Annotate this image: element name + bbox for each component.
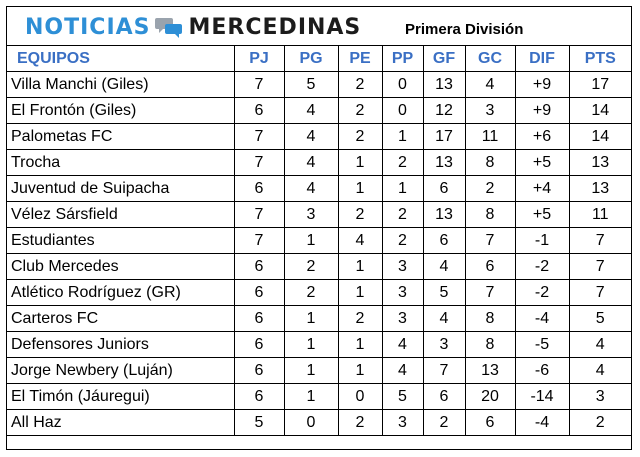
stat-cell-gf: 6 xyxy=(423,228,465,254)
stat-cell-pp: 2 xyxy=(382,228,423,254)
stat-cell-pe: 2 xyxy=(338,124,382,150)
stat-cell-pe: 2 xyxy=(338,98,382,124)
standings-header xyxy=(7,7,631,46)
table-row xyxy=(7,306,631,332)
stat-cell-gf: 2 xyxy=(423,410,465,436)
stat-cell-pts: 17 xyxy=(569,72,631,98)
team-name-cell: El Frontón (Giles) xyxy=(7,98,234,124)
stat-cell-gc: 11 xyxy=(465,124,515,150)
stat-cell-gf: 3 xyxy=(423,332,465,358)
stat-cell-pe: 2 xyxy=(338,306,382,332)
stat-cell-dif: -14 xyxy=(515,384,569,410)
team-name-cell: Trocha xyxy=(7,150,234,176)
team-name-cell: Palometas FC xyxy=(7,124,234,150)
stat-cell-pj: 7 xyxy=(234,150,284,176)
table-row xyxy=(7,332,631,358)
stat-cell-dif: -1 xyxy=(515,228,569,254)
stat-cell-pj: 7 xyxy=(234,124,284,150)
stat-cell-gf: 4 xyxy=(423,254,465,280)
stat-cell-pts: 3 xyxy=(569,384,631,410)
stat-cell-pts: 7 xyxy=(569,228,631,254)
stat-cell-pg: 1 xyxy=(284,228,338,254)
stat-cell-gf: 13 xyxy=(423,202,465,228)
team-name-cell: Carteros FC xyxy=(7,306,234,332)
stat-cell-pts: 14 xyxy=(569,98,631,124)
table-row xyxy=(7,72,631,98)
team-name-cell: All Haz xyxy=(7,410,234,436)
stat-cell-pe: 2 xyxy=(338,410,382,436)
stat-cell-pp: 4 xyxy=(382,332,423,358)
column-header-dif: DIF xyxy=(515,46,569,72)
stat-cell-pj: 6 xyxy=(234,254,284,280)
stat-cell-gc: 3 xyxy=(465,98,515,124)
table-row xyxy=(7,254,631,280)
stat-cell-dif: -4 xyxy=(515,306,569,332)
table-row xyxy=(7,280,631,306)
stat-cell-pg: 5 xyxy=(284,72,338,98)
stat-cell-pg: 1 xyxy=(284,306,338,332)
stat-cell-gf: 13 xyxy=(423,150,465,176)
stat-cell-pg: 0 xyxy=(284,410,338,436)
standings-frame xyxy=(6,6,632,450)
stat-cell-pj: 6 xyxy=(234,358,284,384)
stat-cell-dif: +4 xyxy=(515,176,569,202)
team-name-cell: Atlético Rodríguez (GR) xyxy=(7,280,234,306)
stat-cell-gf: 6 xyxy=(423,176,465,202)
stat-cell-pp: 2 xyxy=(382,202,423,228)
stat-cell-dif: -5 xyxy=(515,332,569,358)
stat-cell-pj: 6 xyxy=(234,176,284,202)
stat-cell-dif: -4 xyxy=(515,410,569,436)
stat-cell-pp: 3 xyxy=(382,280,423,306)
stat-cell-gc: 6 xyxy=(465,410,515,436)
stat-cell-dif: +5 xyxy=(515,202,569,228)
team-name-cell: Vélez Sársfield xyxy=(7,202,234,228)
table-row xyxy=(7,150,631,176)
stat-cell-dif: +9 xyxy=(515,98,569,124)
stat-cell-pj: 7 xyxy=(234,72,284,98)
stat-cell-gc: 8 xyxy=(465,150,515,176)
table-body xyxy=(7,72,631,436)
stat-cell-pg: 4 xyxy=(284,98,338,124)
column-header-pg: PG xyxy=(284,46,338,72)
stat-cell-pe: 1 xyxy=(338,176,382,202)
stat-cell-pg: 4 xyxy=(284,150,338,176)
team-name-cell: Club Mercedes xyxy=(7,254,234,280)
column-header-equipos: EQUIPOS xyxy=(7,46,234,72)
team-name-cell: Jorge Newbery (Luján) xyxy=(7,358,234,384)
team-name-cell: El Timón (Jáuregui) xyxy=(7,384,234,410)
team-name-cell: Juventud de Suipacha xyxy=(7,176,234,202)
stat-cell-gc: 6 xyxy=(465,254,515,280)
stat-cell-gc: 20 xyxy=(465,384,515,410)
logo xyxy=(25,13,361,41)
stat-cell-pts: 4 xyxy=(569,332,631,358)
stat-cell-pg: 1 xyxy=(284,358,338,384)
stat-cell-pe: 1 xyxy=(338,332,382,358)
stat-cell-pts: 2 xyxy=(569,410,631,436)
stat-cell-gf: 13 xyxy=(423,72,465,98)
stat-cell-gf: 5 xyxy=(423,280,465,306)
table-row xyxy=(7,124,631,150)
table-row xyxy=(7,202,631,228)
stat-cell-pg: 4 xyxy=(284,176,338,202)
stat-cell-pts: 7 xyxy=(569,254,631,280)
stat-cell-pts: 13 xyxy=(569,150,631,176)
stat-cell-gc: 7 xyxy=(465,228,515,254)
speech-bubbles-icon xyxy=(155,15,183,39)
stat-cell-dif: +6 xyxy=(515,124,569,150)
stat-cell-pj: 7 xyxy=(234,228,284,254)
stat-cell-pe: 1 xyxy=(338,254,382,280)
stat-cell-pg: 2 xyxy=(284,254,338,280)
stat-cell-pp: 4 xyxy=(382,358,423,384)
stat-cell-gf: 12 xyxy=(423,98,465,124)
column-header-pe: PE xyxy=(338,46,382,72)
stat-cell-pj: 6 xyxy=(234,332,284,358)
column-header-gc: GC xyxy=(465,46,515,72)
stat-cell-gc: 8 xyxy=(465,332,515,358)
stat-cell-gc: 8 xyxy=(465,202,515,228)
column-header-pj: PJ xyxy=(234,46,284,72)
stat-cell-pj: 6 xyxy=(234,280,284,306)
table-row xyxy=(7,98,631,124)
stat-cell-pe: 2 xyxy=(338,72,382,98)
stat-cell-pg: 2 xyxy=(284,280,338,306)
column-header-pp: PP xyxy=(382,46,423,72)
team-name-cell: Defensores Juniors xyxy=(7,332,234,358)
stat-cell-gc: 7 xyxy=(465,280,515,306)
column-header-pts: PTS xyxy=(569,46,631,72)
stat-cell-dif: -2 xyxy=(515,254,569,280)
stat-cell-pj: 6 xyxy=(234,98,284,124)
stat-cell-gf: 7 xyxy=(423,358,465,384)
stat-cell-dif: +9 xyxy=(515,72,569,98)
division-title: Primera División xyxy=(405,21,524,38)
column-header-gf: GF xyxy=(423,46,465,72)
stat-cell-pp: 0 xyxy=(382,72,423,98)
table-row xyxy=(7,384,631,410)
stat-cell-pe: 2 xyxy=(338,202,382,228)
stat-cell-pp: 5 xyxy=(382,384,423,410)
stat-cell-pts: 4 xyxy=(569,358,631,384)
stat-cell-pg: 3 xyxy=(284,202,338,228)
stat-cell-pe: 1 xyxy=(338,150,382,176)
stat-cell-gc: 8 xyxy=(465,306,515,332)
stat-cell-pj: 5 xyxy=(234,410,284,436)
stat-cell-pp: 2 xyxy=(382,150,423,176)
team-name-cell: Estudiantes xyxy=(7,228,234,254)
stat-cell-gc: 4 xyxy=(465,72,515,98)
stat-cell-pp: 3 xyxy=(382,254,423,280)
team-name-cell: Villa Manchi (Giles) xyxy=(7,72,234,98)
table-row xyxy=(7,176,631,202)
stat-cell-pp: 1 xyxy=(382,124,423,150)
table-row xyxy=(7,358,631,384)
stat-cell-pts: 11 xyxy=(569,202,631,228)
stat-cell-pj: 6 xyxy=(234,306,284,332)
stat-cell-gf: 6 xyxy=(423,384,465,410)
stat-cell-pts: 13 xyxy=(569,176,631,202)
stat-cell-pg: 4 xyxy=(284,124,338,150)
stat-cell-pj: 6 xyxy=(234,384,284,410)
stat-cell-pe: 0 xyxy=(338,384,382,410)
stat-cell-pts: 7 xyxy=(569,280,631,306)
stat-cell-pe: 1 xyxy=(338,280,382,306)
table-header-row xyxy=(7,46,631,72)
stat-cell-pj: 7 xyxy=(234,202,284,228)
stat-cell-pp: 1 xyxy=(382,176,423,202)
stat-cell-gc: 13 xyxy=(465,358,515,384)
standings-table xyxy=(7,45,631,436)
stat-cell-pts: 14 xyxy=(569,124,631,150)
stat-cell-pg: 1 xyxy=(284,384,338,410)
logo-word-noticias: NOTICIAS xyxy=(25,14,151,40)
stat-cell-pts: 5 xyxy=(569,306,631,332)
stat-cell-dif: +5 xyxy=(515,150,569,176)
stat-cell-gf: 17 xyxy=(423,124,465,150)
stat-cell-pp: 3 xyxy=(382,306,423,332)
stat-cell-dif: -6 xyxy=(515,358,569,384)
stat-cell-gf: 4 xyxy=(423,306,465,332)
logo-word-mercedinas: MERCEDINAS xyxy=(188,14,362,40)
stat-cell-dif: -2 xyxy=(515,280,569,306)
stat-cell-pp: 3 xyxy=(382,410,423,436)
table-row xyxy=(7,410,631,436)
stat-cell-pe: 1 xyxy=(338,358,382,384)
stat-cell-pe: 4 xyxy=(338,228,382,254)
stat-cell-pg: 1 xyxy=(284,332,338,358)
stat-cell-gc: 2 xyxy=(465,176,515,202)
stat-cell-pp: 0 xyxy=(382,98,423,124)
table-row xyxy=(7,228,631,254)
